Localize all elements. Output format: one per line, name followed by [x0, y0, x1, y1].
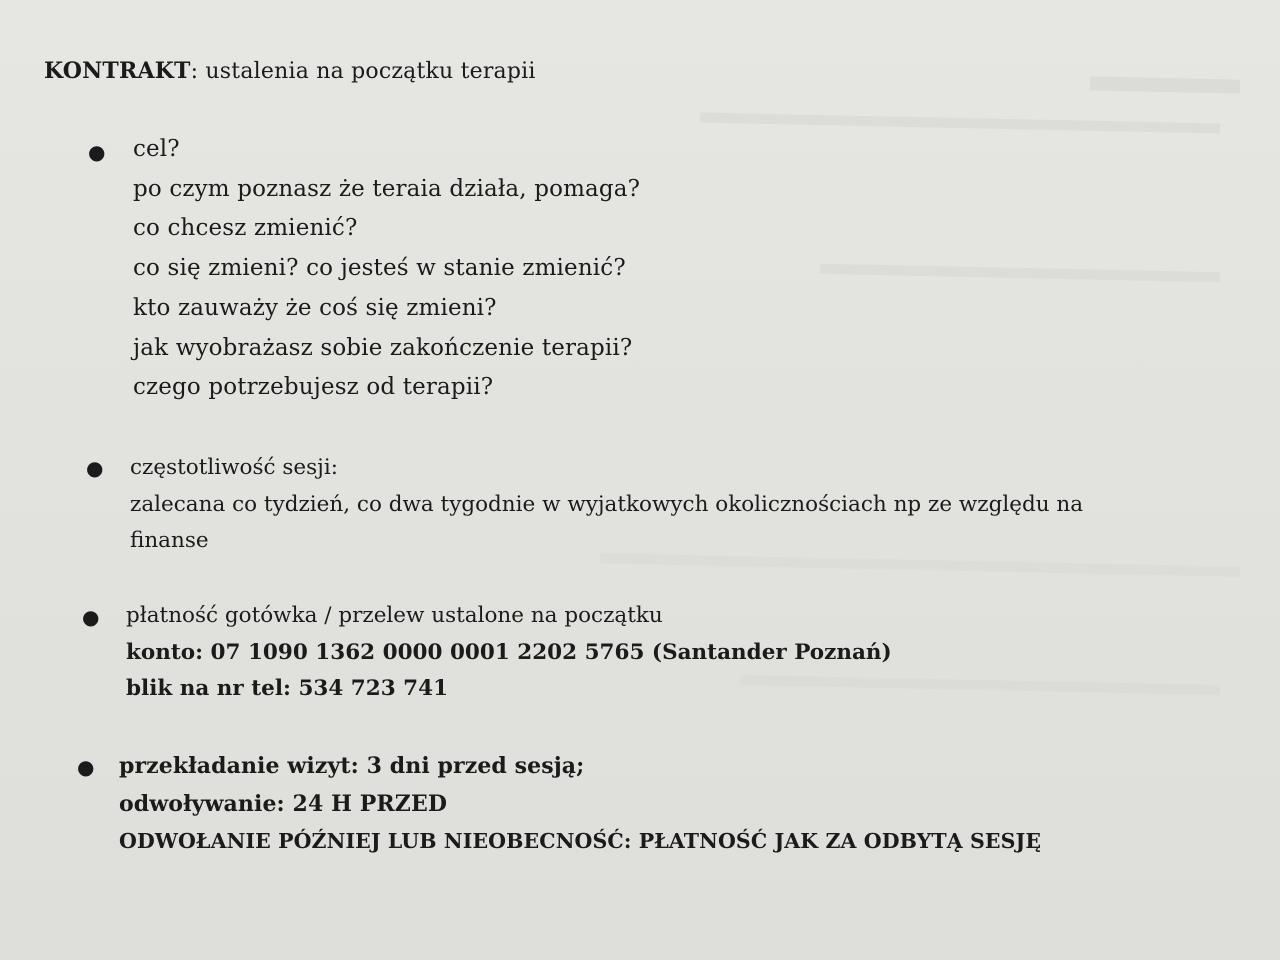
- bleed-through-texture: [820, 264, 1220, 282]
- frequency-section: [130, 450, 1083, 560]
- bleed-through-texture: [700, 113, 1220, 134]
- document-title: [44, 58, 536, 84]
- frequency-line: finanse: [130, 528, 209, 553]
- cancellation-line: odwoływanie: 24 H PRZED: [119, 790, 447, 817]
- blik-phone-line: blik na nr tel: 534 723 741: [126, 676, 449, 701]
- goals-line: jak wyobrażasz sobie zakończenie terapii?: [133, 334, 633, 361]
- goals-line: po czym poznasz że teraia działa, pomaga?: [133, 175, 641, 202]
- title-keyword: KONTRAKT: [44, 58, 191, 84]
- bank-account-line: konto: 07 1090 1362 0000 0001 2202 5765 (Santander Poznań): [126, 639, 892, 665]
- late-cancellation-policy-line: ODWOŁANIE PÓŹNIEJ LUB NIEOBECNOŚĆ: PŁATNOŚĆ JAK ZA ODBYTĄ SESJĘ: [119, 829, 1042, 853]
- bleed-through-texture: [1090, 76, 1240, 93]
- frequency-line: częstotliwość sesji:: [130, 455, 338, 480]
- goals-line: czego potrzebujesz od terapii?: [133, 374, 494, 401]
- goals-section: [133, 130, 640, 408]
- title-subtitle: : ustalenia na początku terapii: [190, 59, 536, 84]
- bullet-goals: ●: [88, 140, 106, 164]
- bullet-rescheduling: ●: [77, 755, 95, 779]
- goals-line: cel?: [133, 136, 180, 162]
- rescheduling-section: [119, 748, 1041, 861]
- bullet-payment: ●: [82, 605, 100, 629]
- bullet-frequency: ●: [86, 456, 104, 480]
- goals-line: co chcesz zmienić?: [133, 215, 358, 242]
- frequency-line: zalecana co tydzień, co dwa tygodnie w wyjatkowych okolicznościach np ze względu na: [130, 491, 1084, 517]
- goals-line: kto zauważy że coś się zmieni?: [133, 294, 497, 321]
- rescheduling-line: przekładanie wizyt: 3 dni przed sesją;: [119, 753, 585, 779]
- payment-section: [126, 598, 892, 708]
- goals-line: co się zmieni? co jesteś w stanie zmienić?: [133, 255, 626, 282]
- payment-method-line: płatność gotówka / przelew ustalone na początku: [126, 603, 663, 628]
